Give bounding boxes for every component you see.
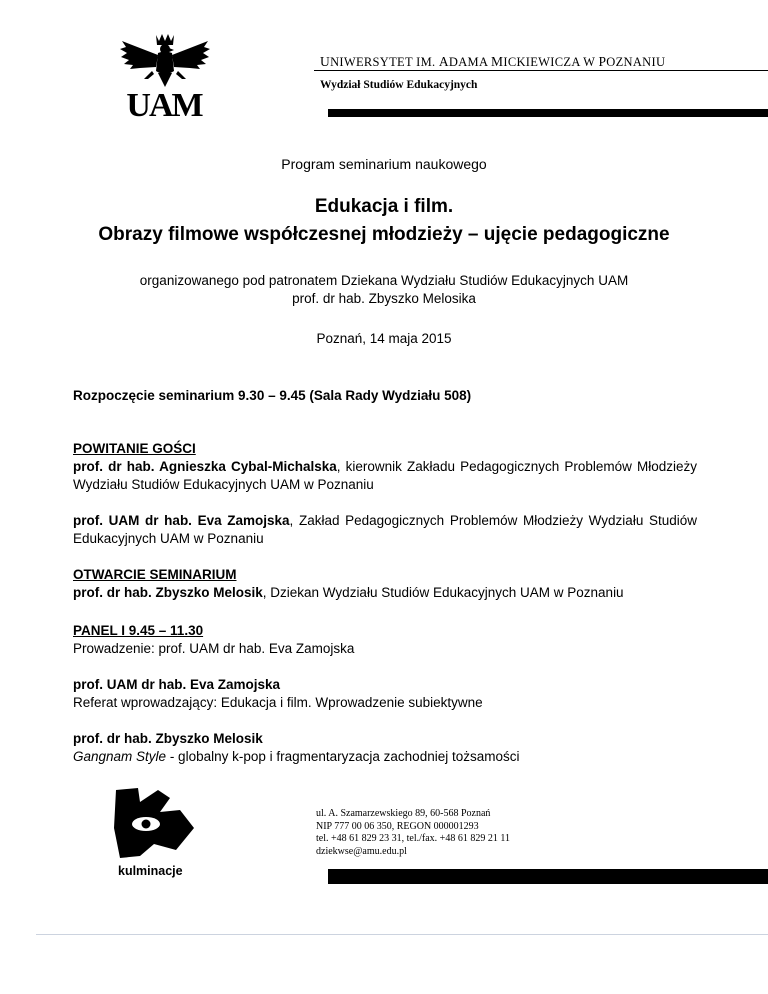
footer-bar — [328, 869, 768, 884]
title-line-2: Obrazy filmowe współczesnej młodzieży – ujęcie pedagogiczne — [98, 224, 670, 245]
welcome-heading: POWITANIE GOŚCI — [73, 441, 196, 456]
university-name-part: DAMA — [448, 55, 492, 69]
speaker-name: prof. dr hab. Zbyszko Melosik — [73, 585, 263, 600]
university-name-part: ICKIEWICZA W — [503, 55, 599, 69]
kulminacje-label: kulminacje — [118, 864, 183, 878]
welcome-speaker-1 — [73, 458, 697, 494]
university-name-initial: U — [320, 54, 331, 69]
tax-ids-line: NIP 777 00 06 350, REGON 000001293 — [316, 820, 479, 832]
university-name-initial: M — [491, 54, 504, 69]
speaker-role: , kierownik Zakładu Pedagogicznych Problemów Młodzieży Wydziału Studiów Edukacyjnych UAM w Poznaniu — [73, 459, 697, 492]
speaker-name: prof. dr hab. Agnieszka Cybal-Michalska — [73, 459, 337, 474]
university-name-part: NIWERSYTET IM. — [330, 55, 439, 69]
panel-moderator: Prowadzenie: prof. UAM dr hab. Eva Zamojska — [73, 641, 355, 656]
opening-speaker — [73, 584, 697, 602]
speaker-name: prof. UAM dr hab. Eva Zamojska — [73, 513, 290, 528]
talk-speaker: prof. UAM dr hab. Eva Zamojska — [73, 677, 281, 692]
document-subtitle: Program seminarium naukowego — [281, 156, 487, 172]
header-rule — [314, 70, 768, 71]
talk-title-italic: Gangnam Style — [73, 749, 167, 764]
talk-1 — [73, 676, 697, 712]
email-line: dziekwse@amu.edu.pl — [316, 845, 407, 857]
patron-line-2: prof. dr hab. Zbyszko Melosika — [292, 291, 476, 306]
address-line: ul. A. Szamarzewskiego 89, 60-568 Poznań — [316, 808, 491, 819]
eagle-emblem-icon — [118, 33, 210, 88]
patron-line-1: organizowanego pod patronatem Dziekana Wydziału Studiów Edukacyjnych UAM — [139, 273, 629, 288]
faculty-name: Wydział Studiów Edukacyjnych — [320, 79, 478, 91]
talk-title-rest: - globalny k-pop i fragmentaryzacja zachodniej tożsamości — [166, 749, 520, 764]
talk-title: Referat wprowadzający: Edukacja i film. Wprowadzenie subiektywne — [73, 695, 483, 710]
talk-2 — [73, 730, 697, 766]
university-name-initial: P — [598, 54, 607, 69]
university-name — [320, 54, 665, 70]
talk-speaker: prof. dr hab. Zbyszko Melosik — [73, 731, 263, 746]
section-panel-1 — [73, 622, 697, 658]
title-line-1: Edukacja i film. — [314, 196, 454, 217]
header-bar — [328, 109, 768, 117]
address-block — [316, 808, 510, 858]
welcome-speaker-2 — [73, 512, 697, 548]
panel-heading: PANEL I 9.45 – 11.30 — [73, 623, 204, 638]
section-opening — [73, 566, 697, 602]
seminar-start: Rozpoczęcie seminarium 9.30 – 9.45 (Sala Rady Wydziału 508) — [73, 388, 472, 403]
phone-line: tel. +48 61 829 23 31, tel./fax. +48 61 829 21 11 — [316, 833, 510, 844]
talk-title — [73, 748, 697, 766]
uam-logo — [118, 86, 210, 120]
event-date: Poznań, 14 maja 2015 — [316, 331, 452, 346]
university-name-initial: A — [438, 54, 449, 69]
opening-heading: OTWARCIE SEMINARIUM — [73, 567, 237, 582]
kulminacje-logo-icon — [110, 788, 198, 858]
speaker-role: , Dziekan Wydziału Studiów Edukacyjnych UAM w Poznaniu — [262, 585, 624, 600]
page-bottom-rule — [36, 934, 768, 935]
section-welcome — [73, 440, 697, 494]
uam-logo-text: UAM — [126, 87, 202, 120]
speaker-role: , Zakład Pedagogicznych Problemów Młodzieży Wydziału Studiów Edukacyjnych UAM w Poznaniu — [73, 513, 698, 546]
university-name-part: OZNANIU — [606, 55, 666, 69]
